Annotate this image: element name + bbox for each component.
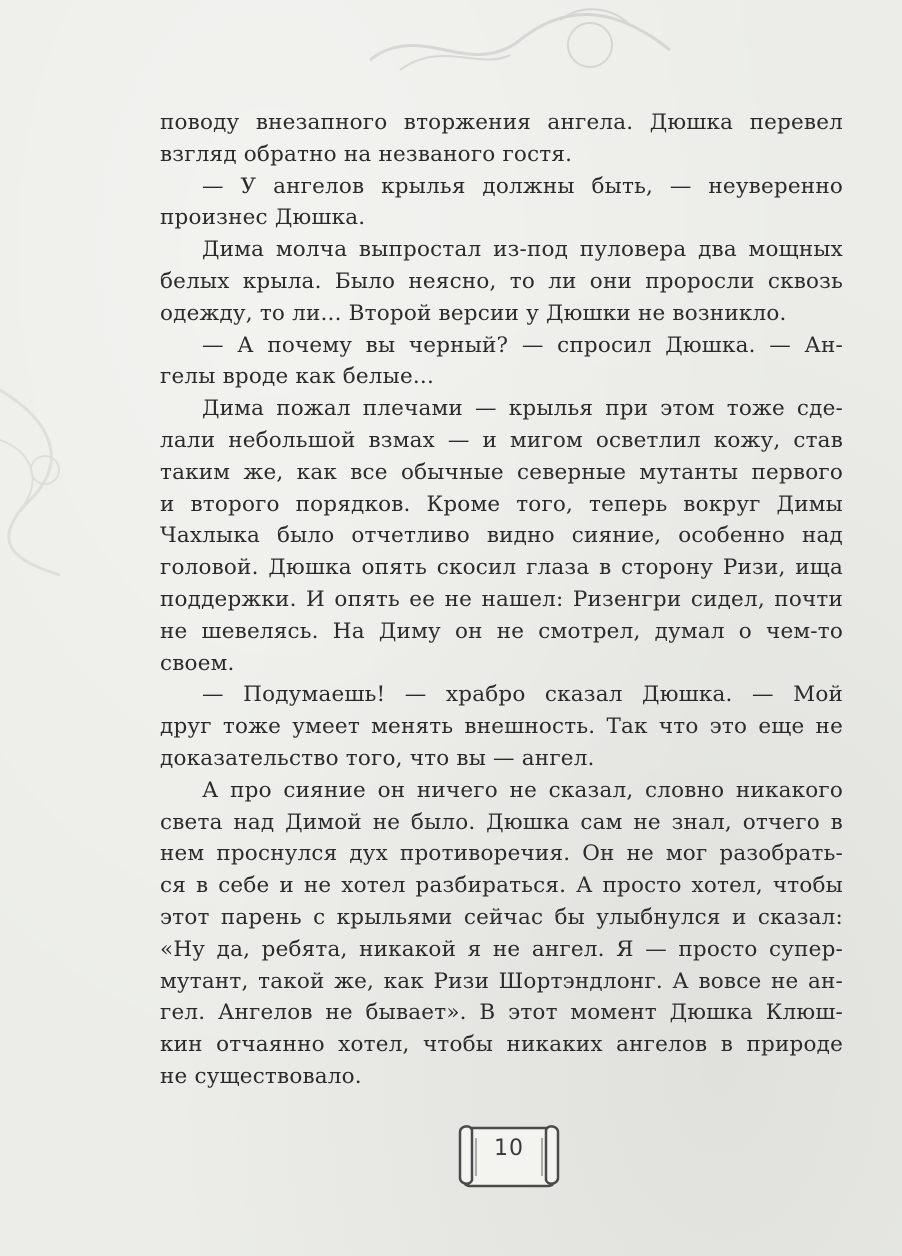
text-line: гел. Ангелов не бывает». В этот момент Дюшка Клюш- xyxy=(160,1000,843,1026)
decorative-flourish-icon xyxy=(360,0,680,90)
text-line: А про сияние он ничего не сказал, словно никакого xyxy=(202,777,843,803)
text-line: мутант, такой же, как Ризи Шортэндлонг. А вовсе не ан- xyxy=(160,968,843,994)
text-line: Дима молча выпростал из-под пуловера два мощных xyxy=(202,237,843,263)
page-number: 10 xyxy=(494,1136,524,1161)
text-line: Чахлыка было отчетливо видно сияние, особенно над xyxy=(160,523,843,549)
text-line: белых крыла. Было неясно, то ли они проросли сквозь xyxy=(160,268,843,294)
text-line: — У ангелов крылья должны быть, — неуверенно xyxy=(202,173,843,199)
text-line: Дима пожал плечами — крылья при этом тоже сде- xyxy=(202,396,843,422)
text-line: — А почему вы черный? — спросил Дюшка. — Ан- xyxy=(202,332,843,358)
text-line: доказательство того, что вы — ангел. xyxy=(160,745,595,771)
text-line: кин отчаянно хотел, чтобы никаких ангелов в природе xyxy=(160,1032,843,1058)
text-line: ся в себе и не хотел разбираться. А просто хотел, чтобы xyxy=(160,873,843,899)
text-line: не существовало. xyxy=(160,1063,362,1089)
text-line: таким же, как все обычные северные мутанты первого xyxy=(160,459,843,485)
text-line: друг тоже умеет менять внешность. Так что это еще не xyxy=(160,714,843,740)
text-line: поддержки. И опять ее не нашел: Ризенгри сидел, почти xyxy=(160,586,843,612)
text-line: не шевелясь. На Диму он не смотрел, думал о чем-то xyxy=(160,618,843,644)
text-line: этот парень с крыльями сейчас бы улыбнулся и сказал: xyxy=(160,904,843,930)
text-line: гелы вроде как белые... xyxy=(160,364,434,390)
text-line: лали небольшой взмах — и мигом осветлил кожу, став xyxy=(160,427,843,453)
text-line: головой. Дюшка опять скосил глаза в сторону Ризи, ища xyxy=(160,555,843,581)
body-text xyxy=(160,107,843,1093)
text-line: и второго порядков. Кроме того, теперь вокруг Димы xyxy=(160,491,843,517)
decorative-corner-icon xyxy=(0,360,90,580)
text-line: произнес Дюшка. xyxy=(160,205,366,231)
text-line: одежду, то ли... Второй версии у Дюшки не возникло. xyxy=(160,300,787,326)
text-line: своем. xyxy=(160,650,235,676)
text-line: поводу внезапного вторжения ангела. Дюшка перевел xyxy=(160,110,843,135)
text-line: — Подумаешь! — храбро сказал Дюшка. — Мой xyxy=(202,682,843,708)
text-line: света над Димой не было. Дюшка сам не знал, отчего в xyxy=(160,809,843,835)
text-line: нем проснулся дух противоречия. Он не мог разобрать- xyxy=(160,841,843,867)
text-line: взгляд обратно на незваного гостя. xyxy=(160,141,573,167)
text-line: «Ну да, ребята, никакой я не ангел. Я — просто супер- xyxy=(160,936,843,962)
page-number-badge xyxy=(456,1118,562,1190)
